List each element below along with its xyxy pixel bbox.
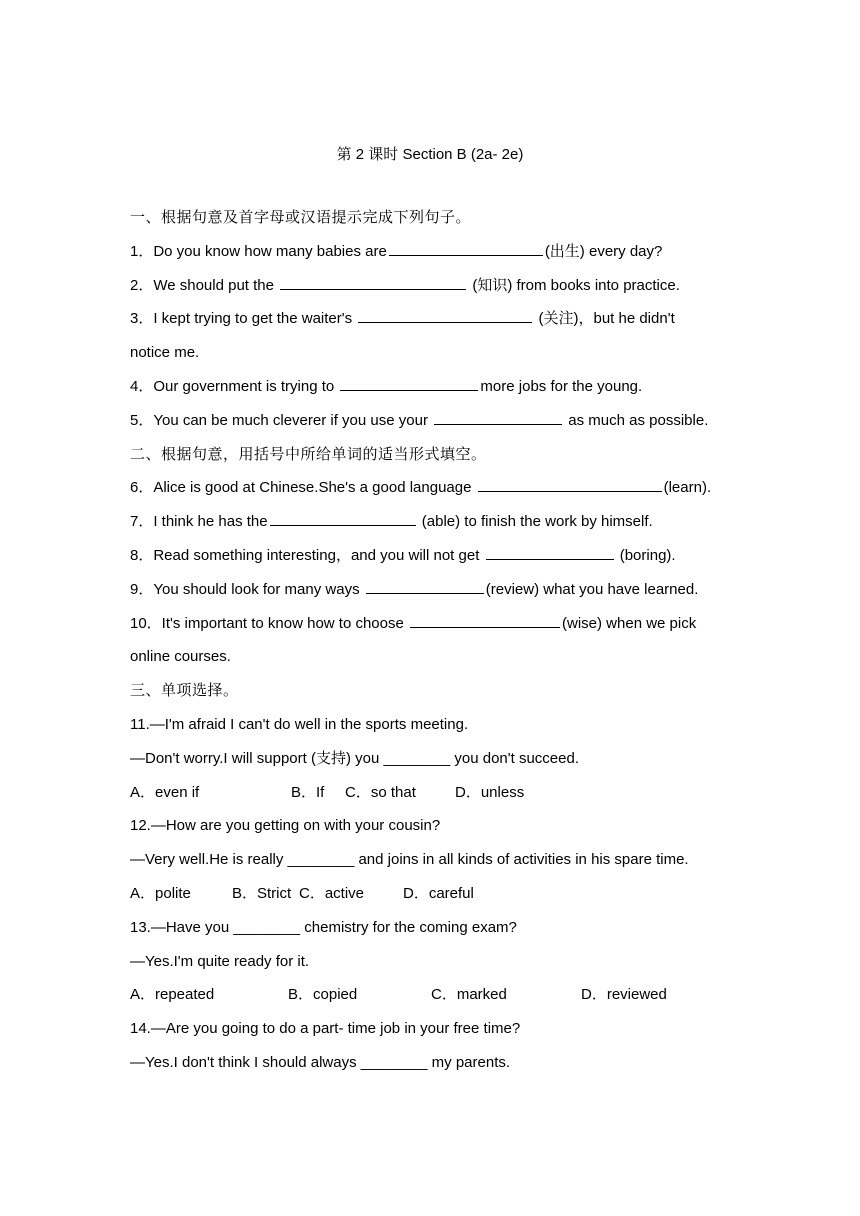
answer-blank[interactable] bbox=[389, 241, 543, 256]
question-text: (关注)，but he didn't bbox=[534, 310, 675, 328]
question-text: (learn). bbox=[663, 479, 712, 497]
question-6 bbox=[130, 471, 735, 505]
question-11-prompt: 11.—I'm afraid I can't do well in the sports meeting. bbox=[130, 715, 469, 733]
question-text: (boring). bbox=[615, 546, 676, 564]
question-text: 10．It's important to know how to choose bbox=[130, 614, 409, 632]
question-text: 4．Our government is trying to bbox=[130, 377, 339, 395]
question-text: more jobs for the young. bbox=[480, 377, 643, 395]
option-d[interactable]: D．careful bbox=[403, 884, 474, 902]
question-text: 8．Read something interesting，and you will not get bbox=[130, 546, 484, 564]
question-12-prompt: 12.—How are you getting on with your cousin? bbox=[130, 817, 441, 835]
option-c[interactable]: C．active bbox=[299, 884, 365, 902]
question-10-continued: online courses. bbox=[130, 648, 231, 666]
answer-blank[interactable] bbox=[434, 410, 562, 425]
option-d[interactable]: D．reviewed bbox=[581, 986, 667, 1004]
answer-blank[interactable] bbox=[486, 545, 614, 560]
question-3 bbox=[130, 302, 735, 336]
answer-blank[interactable] bbox=[280, 275, 466, 290]
option-d[interactable]: D．unless bbox=[455, 783, 525, 801]
answer-blank[interactable] bbox=[270, 511, 416, 526]
question-text: 7．I think he has the bbox=[130, 513, 268, 531]
question-13-prompt: 13.—Have you ________ chemistry for the coming exam? bbox=[130, 918, 517, 936]
question-9 bbox=[130, 573, 735, 607]
answer-blank[interactable] bbox=[340, 376, 478, 391]
section-heading-1: 一、根据句意及首字母或汉语提示完成下列句子。 bbox=[130, 209, 472, 226]
question-text: 1．Do you know how many babies are bbox=[130, 242, 387, 260]
section-heading-3: 三、单项选择。 bbox=[130, 682, 239, 700]
option-b[interactable]: B．If bbox=[291, 783, 325, 801]
question-12-response: —Very well.He is really ________ and joins in all kinds of activities in his spare time. bbox=[130, 851, 689, 869]
option-a[interactable]: A．polite bbox=[130, 884, 191, 902]
answer-blank[interactable] bbox=[358, 308, 532, 323]
question-text: 3．I kept trying to get the waiter's bbox=[130, 310, 357, 328]
question-13-options bbox=[130, 978, 735, 1012]
question-13-response: —Yes.I'm quite ready for it. bbox=[130, 952, 310, 970]
question-1 bbox=[130, 235, 735, 269]
question-text: (知识) from books into practice. bbox=[468, 276, 680, 294]
question-text: (able) to finish the work by himself. bbox=[417, 513, 653, 531]
question-text: (wise) when we pick bbox=[562, 614, 697, 632]
page-title: 第 2 课时 Section B (2a- 2e) bbox=[336, 146, 524, 163]
question-11-response: —Don't worry.I will support (支持) you ________ you don't succeed. bbox=[130, 749, 579, 767]
question-8 bbox=[130, 539, 735, 573]
question-14-prompt: 14.—Are you going to do a part- time job in your free time? bbox=[130, 1020, 521, 1038]
answer-blank[interactable] bbox=[478, 477, 662, 492]
question-3-continued: notice me. bbox=[130, 344, 200, 362]
question-4 bbox=[130, 370, 735, 404]
question-text: as much as possible. bbox=[564, 411, 709, 429]
question-text: 2．We should put the bbox=[130, 276, 279, 294]
question-text: (review) what you have learned. bbox=[485, 580, 699, 598]
question-14-response: —Yes.I don't think I should always ________ my parents. bbox=[130, 1053, 511, 1071]
answer-blank[interactable] bbox=[410, 613, 560, 628]
question-10 bbox=[130, 607, 735, 641]
option-a[interactable]: A．even if bbox=[130, 783, 200, 801]
question-7 bbox=[130, 505, 735, 539]
option-b[interactable]: B．copied bbox=[288, 986, 358, 1004]
option-b[interactable]: B．Strict bbox=[232, 884, 292, 902]
question-text: 9．You should look for many ways bbox=[130, 580, 364, 598]
option-c[interactable]: C．marked bbox=[431, 986, 507, 1004]
question-12-options bbox=[130, 877, 735, 911]
worksheet-content bbox=[130, 201, 735, 1080]
section-heading-2: 二、根据句意，用括号中所给单词的适当形式填空。 bbox=[130, 445, 487, 463]
question-5 bbox=[130, 404, 735, 438]
question-text: (出生) every day? bbox=[544, 242, 663, 260]
answer-blank[interactable] bbox=[366, 579, 484, 594]
question-11-options bbox=[130, 776, 735, 810]
option-a[interactable]: A．repeated bbox=[130, 986, 215, 1004]
option-c[interactable]: C．so that bbox=[345, 783, 416, 801]
question-2 bbox=[130, 269, 735, 303]
question-text: 5．You can be much cleverer if you use your bbox=[130, 411, 433, 429]
question-text: 6．Alice is good at Chinese.She's a good language bbox=[130, 479, 476, 497]
